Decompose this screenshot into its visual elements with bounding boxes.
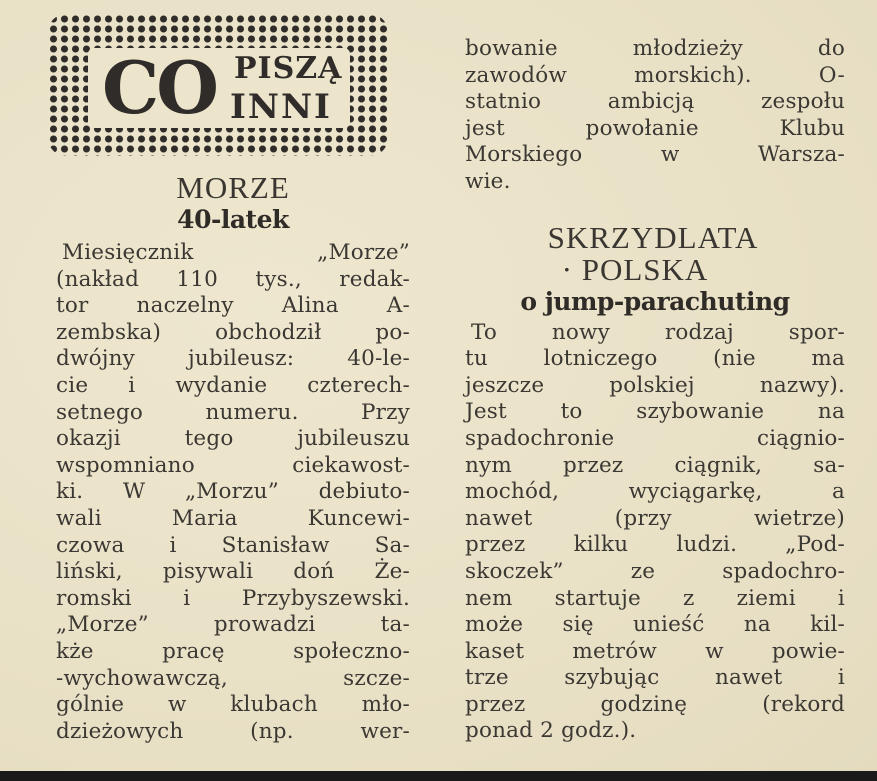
article-morze [56,172,410,745]
text-line: wie. [465,168,511,194]
text-line: może się unieść na kil- [465,612,845,638]
text-line: bowanie młodzieży do [465,36,845,61]
text-line: To nowy rodzaj spor- [471,319,845,345]
text-line: kże pracę społeczno- [56,638,410,664]
article-title-line-1: SKRZYDLATA [547,219,759,255]
right-column [465,36,845,745]
text-line: wali Maria Kuncewi- [56,505,410,531]
text-line: ponad 2 godz.). [465,718,637,744]
article-subtitle: o jump-parachuting [520,286,790,316]
text-line: mochód, wyciągarkę, a [465,479,845,505]
text-line: kaset metrów w powie- [465,638,845,664]
article-body [465,320,845,746]
text-line: nem startuje z ziemi i [465,585,845,611]
article-skrzydlata-polska [465,219,845,746]
page-bottom-rule [0,771,877,781]
text-line: ki. W „Morzu” debiuto- [56,479,410,505]
text-line: liński, pisywali doń Że- [56,559,410,585]
text-line: nym przez ciągnik, sa- [465,452,845,478]
text-line: przez kilku ludzi. „Pod- [465,532,845,558]
text-line: nawet (przy wietrze) [465,505,845,531]
article-subtitle: 40-latek [177,205,289,234]
text-line: dzieżowych (np. wer- [56,718,410,744]
masthead-big-word: CO [102,45,217,130]
text-line: przez godzinę (rekord [465,691,845,717]
article-title-line-2: · POLSKA [561,251,709,287]
text-line: czowa i Stanisław Sa- [56,532,410,558]
column-masthead-co-pisza-inni [48,14,388,156]
text-line: -wychowawczą, szcze- [56,665,410,691]
text-line: okazji tego jubileuszu [56,426,410,452]
text-line: statnio ambicją zespołu [465,89,845,115]
text-line: trze szybując nawet i [465,665,845,691]
text-line: romski i Przybyszewski. [56,585,410,611]
masthead-label-panel [88,45,350,130]
article-body [56,240,410,745]
article-title: MORZE [176,170,290,205]
text-line: cie i wydanie czterech- [56,372,410,398]
text-line: Miesięcznik „Morze” [62,240,410,265]
text-line: setnego numeru. Przy [56,399,410,425]
masthead-bottom-word: INNI [230,87,332,127]
text-line: „Morze” prowadzi ta- [56,612,410,638]
text-line: wspomniano ciekawost- [56,452,410,478]
text-line: gólnie w klubach mło- [56,692,410,718]
text-line: jest powołanie Klubu [465,115,845,141]
text-line: spadochronie ciągnio- [465,425,845,451]
text-line: jeszcze polskiej nazwy). [465,372,845,398]
text-line: tu lotniczego (nie ma [465,346,845,372]
text-line: tor naczelny Alina A- [56,293,410,319]
text-line: dwójny jubileusz: 40-le- [56,346,410,372]
text-line: zawodów morskich). O- [465,62,845,88]
article-morze-continuation [465,36,845,196]
text-line: Jest to szybowanie na [465,399,845,425]
text-line: zembska) obchodził po- [56,319,410,345]
text-line: skoczek” ze spadochro- [465,558,845,584]
masthead-top-word: PISZĄ [234,51,343,86]
text-line: Morskiego w Warsza- [465,142,845,168]
text-line: (nakład 110 tys., redak- [56,266,410,292]
